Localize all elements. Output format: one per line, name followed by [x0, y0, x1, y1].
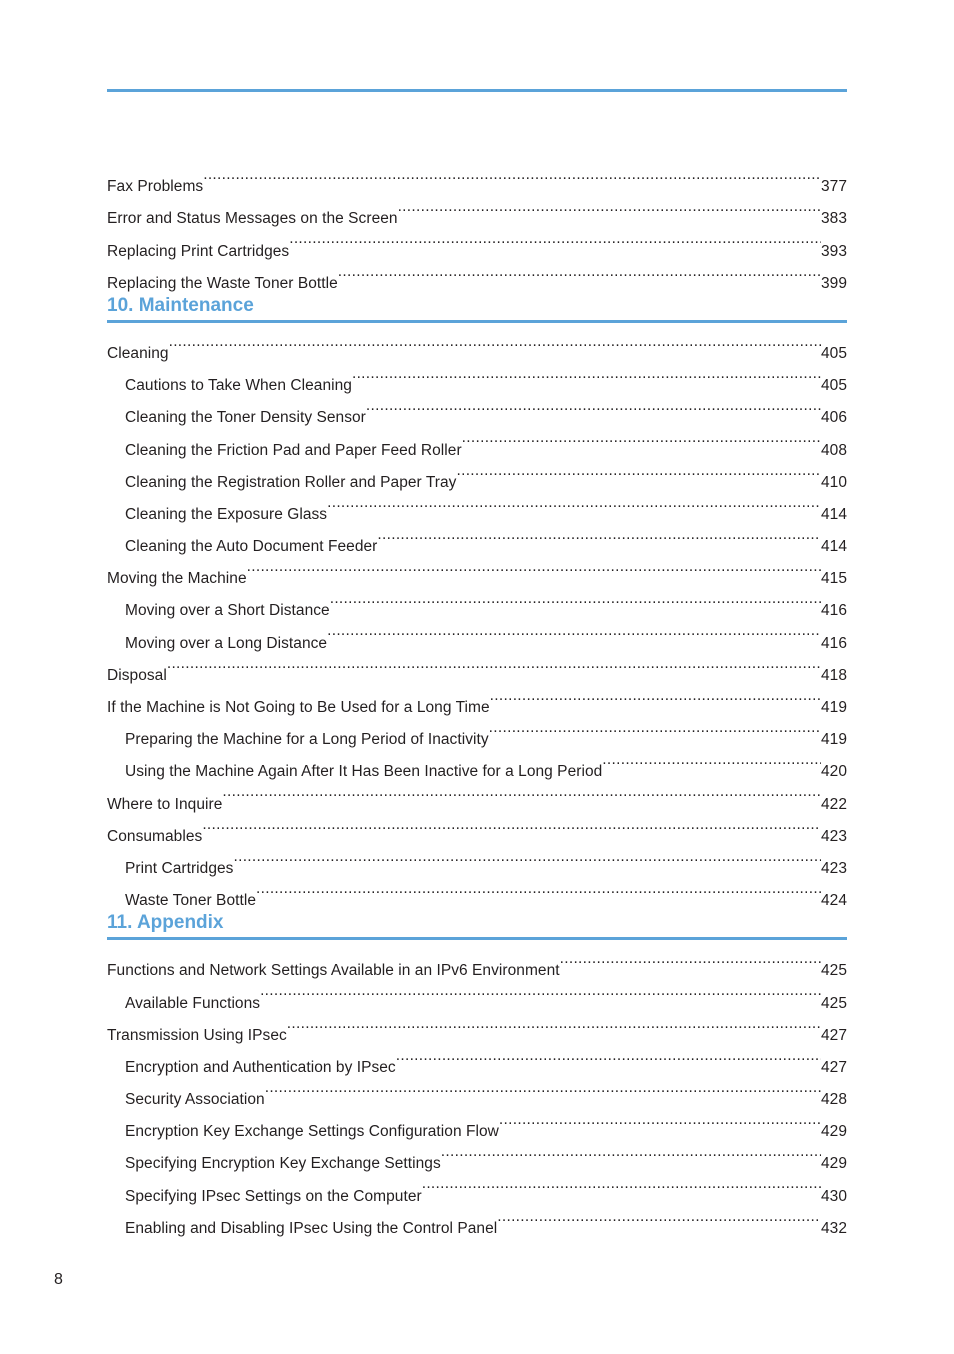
- dot-leader: [497, 1201, 821, 1233]
- chapter-rule: [107, 937, 847, 940]
- chapter-rule: [107, 320, 847, 323]
- toc-entry[interactable]: [107, 648, 847, 684]
- toc-entry-page: 399: [820, 274, 847, 292]
- table-of-contents: [107, 159, 847, 1237]
- toc-entry-title: Moving over a Short Distance: [125, 602, 330, 620]
- dot-leader: [167, 648, 821, 680]
- dot-leader: [287, 1008, 821, 1040]
- toc-entry-page: 427: [820, 1058, 847, 1076]
- toc-entry-title: Using the Machine Again After It Has Been Inactive for a Long Period: [125, 763, 603, 781]
- toc-entry-page: 428: [820, 1091, 847, 1109]
- toc-entry-page: 429: [820, 1123, 847, 1141]
- toc-entry-page: 406: [820, 409, 847, 427]
- toc-entry-title: Print Cartridges: [125, 859, 234, 877]
- toc-entry-title: Cleaning the Toner Density Sensor: [125, 409, 366, 427]
- dot-leader: [441, 1136, 821, 1168]
- toc-entry[interactable]: [107, 159, 847, 196]
- toc-entry-page: 408: [820, 441, 847, 459]
- toc-entry-page: 410: [820, 473, 847, 491]
- toc-entry-title: Replacing Print Cartridges: [107, 242, 290, 260]
- toc-entry-title: Cleaning the Exposure Glass: [125, 505, 328, 523]
- dot-leader: [233, 841, 821, 873]
- dot-leader: [560, 943, 821, 975]
- dot-leader: [202, 809, 821, 841]
- toc-entry[interactable]: [107, 680, 847, 716]
- toc-entry-title: Error and Status Messages on the Screen: [107, 210, 398, 228]
- toc-entry-page: 423: [820, 827, 847, 845]
- toc-entry-title: Cleaning the Friction Pad and Paper Feed Roller: [125, 441, 462, 459]
- top-rule: [107, 89, 847, 92]
- toc-entry[interactable]: [107, 191, 847, 228]
- toc-entry-page: 425: [820, 994, 847, 1012]
- toc-entry-title: Replacing the Waste Toner Bottle: [107, 274, 338, 292]
- toc-entry-title: Functions and Network Settings Available in an IPv6 Environment: [107, 962, 560, 980]
- toc-entry-page: 422: [820, 795, 847, 813]
- dot-leader: [490, 680, 821, 712]
- toc-entry-title: Fax Problems: [107, 178, 204, 196]
- dot-leader: [260, 975, 821, 1007]
- toc-entry-page: 377: [820, 178, 847, 196]
- toc-entry-title: Encryption and Authentication by IPsec: [125, 1058, 396, 1076]
- toc-entry-title: Cleaning the Auto Document Feeder: [125, 538, 378, 556]
- dot-leader: [377, 519, 821, 551]
- toc-entry-title: Available Functions: [125, 994, 261, 1012]
- dot-leader: [352, 358, 821, 390]
- toc-entry-page: 418: [820, 666, 847, 684]
- toc-entry-page: 416: [820, 602, 847, 620]
- toc-entry-page: 429: [820, 1155, 847, 1173]
- chapter-heading: [107, 905, 847, 940]
- dot-leader: [256, 873, 821, 905]
- toc-entry-page: 419: [820, 699, 847, 716]
- toc-entry-title: If the Machine is Not Going to Be Used for a Long Time: [107, 699, 490, 716]
- toc-entry-page: 393: [820, 242, 847, 260]
- dot-leader: [489, 712, 821, 744]
- toc-entry-title: Where to Inquire: [107, 795, 223, 813]
- dot-leader: [396, 1040, 821, 1072]
- toc-entry[interactable]: [107, 841, 847, 877]
- dot-leader: [456, 455, 821, 487]
- toc-entry[interactable]: [107, 326, 847, 362]
- toc-entry[interactable]: [107, 358, 847, 395]
- toc-entry-title: Moving over a Long Distance: [125, 634, 328, 652]
- dot-leader: [398, 191, 821, 223]
- dot-leader: [327, 487, 821, 519]
- toc-entry-page: 419: [820, 731, 847, 749]
- toc-entry-page: 414: [820, 538, 847, 556]
- toc-entry-title: Waste Toner Bottle: [125, 892, 256, 910]
- page-number: 8: [54, 1271, 63, 1288]
- dot-leader: [289, 223, 821, 255]
- dot-leader: [203, 159, 821, 191]
- toc-entry-page: 405: [820, 377, 847, 395]
- toc-entry-page: 425: [820, 962, 847, 980]
- chapter-heading: [107, 288, 847, 323]
- toc-entry-title: Enabling and Disabling IPsec Using the Control Panel: [125, 1219, 498, 1237]
- dot-leader: [247, 551, 821, 583]
- toc-entry-page: 432: [820, 1219, 847, 1237]
- toc-entry-title: Transmission Using IPsec: [107, 1026, 287, 1044]
- dot-leader: [422, 1168, 821, 1200]
- toc-entry-title: Disposal: [107, 666, 167, 684]
- toc-entry-title: Cleaning the Registration Roller and Paper Tray: [125, 473, 457, 491]
- dot-leader: [265, 1072, 821, 1104]
- toc-entry-page: 416: [820, 634, 847, 652]
- dot-leader: [462, 422, 821, 454]
- toc-entry[interactable]: [107, 809, 847, 845]
- toc-entry-page: 405: [820, 344, 847, 362]
- toc-entry-page: 424: [820, 892, 847, 910]
- toc-entry-page: 427: [820, 1026, 847, 1044]
- dot-leader: [366, 390, 821, 422]
- dot-leader: [338, 256, 821, 288]
- toc-entry-page: 430: [820, 1187, 847, 1205]
- dot-leader: [499, 1104, 821, 1136]
- toc-entry-title: Specifying IPsec Settings on the Computer: [125, 1187, 422, 1205]
- toc-entry-title: Cleaning: [107, 344, 169, 362]
- dot-leader: [169, 326, 821, 358]
- toc-entry[interactable]: [107, 943, 847, 980]
- toc-entry-page: 420: [820, 763, 847, 781]
- toc-entry-page: 383: [820, 210, 847, 228]
- toc-entry-title: Specifying Encryption Key Exchange Settings: [125, 1155, 441, 1173]
- toc-entry-page: 415: [820, 570, 847, 588]
- toc-entry-title: Security Association: [125, 1091, 265, 1109]
- toc-entry-title: Moving the Machine: [107, 570, 247, 588]
- toc-entry-page: 414: [820, 505, 847, 523]
- toc-entry-title: Preparing the Machine for a Long Period of Inactivity: [125, 731, 489, 749]
- toc-entry-page: 423: [820, 859, 847, 877]
- chapter-title[interactable]: 11. Appendix: [107, 912, 224, 934]
- chapter-title[interactable]: 10. Maintenance: [107, 294, 254, 316]
- toc-entry-title: Consumables: [107, 827, 203, 845]
- dot-leader: [602, 744, 821, 776]
- dot-leader: [327, 615, 821, 647]
- dot-leader: [222, 776, 821, 808]
- toc-entry-title: Encryption Key Exchange Settings Configuration Flow: [125, 1123, 499, 1141]
- toc-entry-title: Cautions to Take When Cleaning: [125, 377, 352, 395]
- dot-leader: [330, 583, 821, 615]
